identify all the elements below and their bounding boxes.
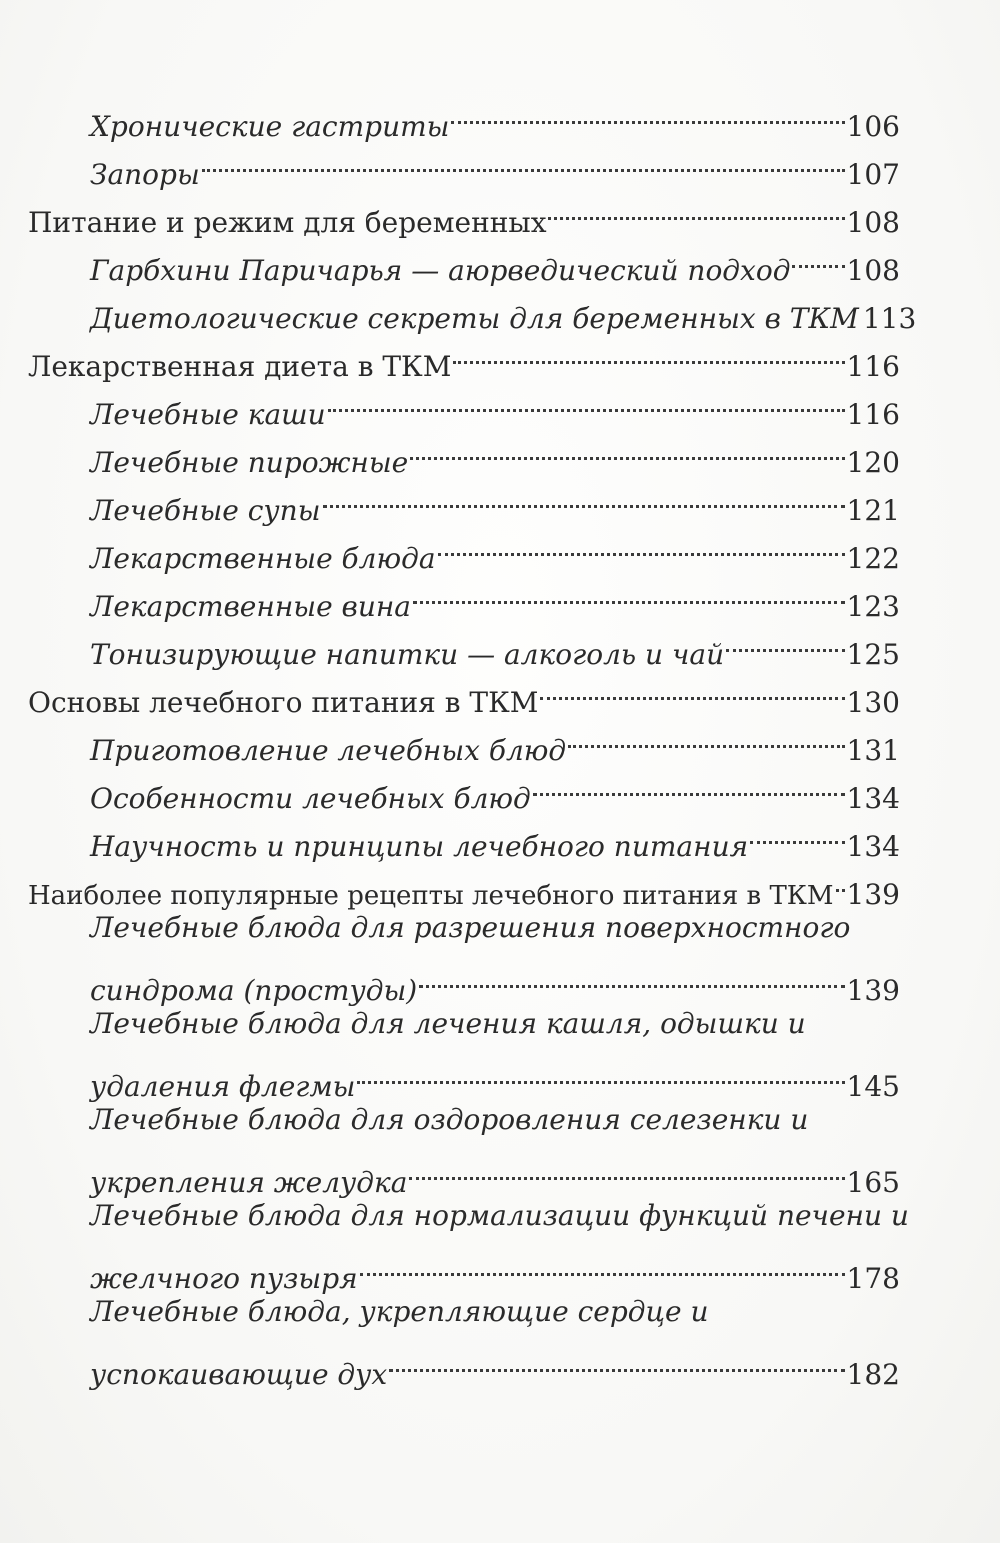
dot-leader xyxy=(389,1336,844,1384)
toc-entry xyxy=(90,952,900,1007)
toc-entry xyxy=(90,424,900,479)
toc-entry xyxy=(90,760,900,815)
toc-entry xyxy=(90,616,900,671)
toc-entry-page: 178 xyxy=(846,1262,900,1295)
toc-entry-title: Хронические гастриты xyxy=(90,110,450,143)
toc-entry xyxy=(90,808,900,863)
toc-entry-page: 139 xyxy=(846,974,900,1007)
toc-entry-page: 121 xyxy=(846,494,900,527)
toc-entry xyxy=(90,88,900,143)
toc-entry-title-line1: Лечебные блюда для разрешения поверхностного xyxy=(90,911,851,944)
toc-entry-title: желчного пузыря xyxy=(90,1262,358,1295)
toc-entry-page: 139 xyxy=(846,878,900,911)
toc-entry-title: Запоры xyxy=(90,158,200,191)
toc-entry xyxy=(90,1144,900,1199)
toc-entry-title: Лечебные каши xyxy=(90,398,326,431)
toc-entry xyxy=(90,280,917,335)
toc-entry xyxy=(28,184,900,239)
dot-leader xyxy=(548,184,844,232)
toc-entry-title-line1: Лечебные блюда для лечения кашля, одышки и xyxy=(90,1007,806,1040)
dot-leader xyxy=(202,136,845,184)
toc-entry xyxy=(90,376,900,431)
toc-entry xyxy=(90,472,900,527)
dot-leader xyxy=(750,808,844,856)
dot-leader xyxy=(328,376,845,424)
dot-leader xyxy=(357,1048,844,1096)
toc-entry xyxy=(90,232,900,287)
toc-entry-title: синдрома (простуды) xyxy=(90,974,418,1007)
toc-entry-page: 123 xyxy=(846,590,900,623)
dot-leader xyxy=(360,1240,845,1288)
toc-entry xyxy=(90,1240,900,1295)
dot-leader xyxy=(726,616,844,664)
toc-entry-page: 125 xyxy=(846,638,900,671)
toc-entry-page: 134 xyxy=(846,830,900,863)
toc-entry-page: 182 xyxy=(846,1358,900,1391)
toc-entry-title: Гарбхини Паричарья — аюрведический подход xyxy=(90,254,791,287)
dot-leader xyxy=(410,424,844,472)
dot-leader xyxy=(568,712,844,760)
toc-entry-title: Лекарственные вина xyxy=(90,590,412,623)
toc-entry-title: Лечебные пирожные xyxy=(90,446,409,479)
toc-entry xyxy=(28,328,900,383)
toc-entry-page: 108 xyxy=(846,206,900,239)
toc-entry-title-line1: Лечебные блюда для нормализации функций печени и xyxy=(90,1199,909,1232)
toc-entry-title: Лекарственная диета в ТКМ xyxy=(28,350,452,383)
toc-entry xyxy=(28,664,900,719)
toc-entry-title: успокаивающие дух xyxy=(90,1358,388,1391)
dot-leader xyxy=(409,1144,844,1192)
toc-entry-title: Особенности лечебных блюд xyxy=(90,782,531,815)
dot-leader xyxy=(540,664,844,712)
toc-entry-page: 130 xyxy=(846,686,900,719)
toc-entry-title-line1: Лечебные блюда для оздоровления селезенки и xyxy=(90,1103,809,1136)
toc-entry-page: 134 xyxy=(846,782,900,815)
toc-entry xyxy=(90,1048,900,1103)
dot-leader xyxy=(451,88,844,136)
toc-entry xyxy=(90,568,900,623)
dot-leader xyxy=(533,760,845,808)
toc-entry-title: Лекарственные блюда xyxy=(90,542,436,575)
toc-entry-page: 116 xyxy=(846,398,900,431)
toc-entry-page: 113 xyxy=(862,302,917,335)
toc-entry-page: 165 xyxy=(846,1166,900,1199)
toc-entry-title: Основы лечебного питания в ТКМ xyxy=(28,686,539,719)
toc-entry-page: 106 xyxy=(846,110,900,143)
toc-entry-page: 120 xyxy=(846,446,900,479)
dot-leader xyxy=(419,952,844,1000)
dot-leader xyxy=(323,472,845,520)
toc-entry-title: Диетологические секреты для беременных в ТКМ xyxy=(90,302,859,335)
toc-entry-title: Лечебные супы xyxy=(90,494,321,527)
dot-leader xyxy=(453,328,844,376)
toc-entry-title: укрепления желудка xyxy=(90,1166,408,1199)
dot-leader xyxy=(836,856,845,904)
toc-entry-page: 131 xyxy=(846,734,900,767)
toc-entry-title: Питание и режим для беременных xyxy=(28,206,547,239)
toc-entry xyxy=(90,136,900,191)
toc-entry-page: 108 xyxy=(846,254,900,287)
toc-entry-title-line1: Лечебные блюда, укрепляющие сердце и xyxy=(90,1295,709,1328)
toc-entry-page: 116 xyxy=(846,350,900,383)
toc-entry-title: удаления флегмы xyxy=(90,1070,356,1103)
toc-entry-title: Наиболее популярные рецепты лечебного питания в ТКМ xyxy=(28,881,834,911)
dot-leader xyxy=(413,568,845,616)
toc-entry-page: 122 xyxy=(846,542,900,575)
toc-entry xyxy=(90,712,900,767)
toc-entry-page: 107 xyxy=(846,158,900,191)
toc-entry-title: Тонизирующие напитки — алкоголь и чай xyxy=(90,638,725,671)
toc-entry xyxy=(90,1336,900,1391)
dot-leader xyxy=(438,520,845,568)
toc-entry-title: Научность и принципы лечебного питания xyxy=(90,830,749,863)
toc-entry-page: 145 xyxy=(846,1070,900,1103)
toc-entry xyxy=(90,520,900,575)
dot-leader xyxy=(792,232,844,280)
toc-entry-title: Приготовление лечебных блюд xyxy=(90,734,567,767)
toc-entry xyxy=(28,856,900,911)
